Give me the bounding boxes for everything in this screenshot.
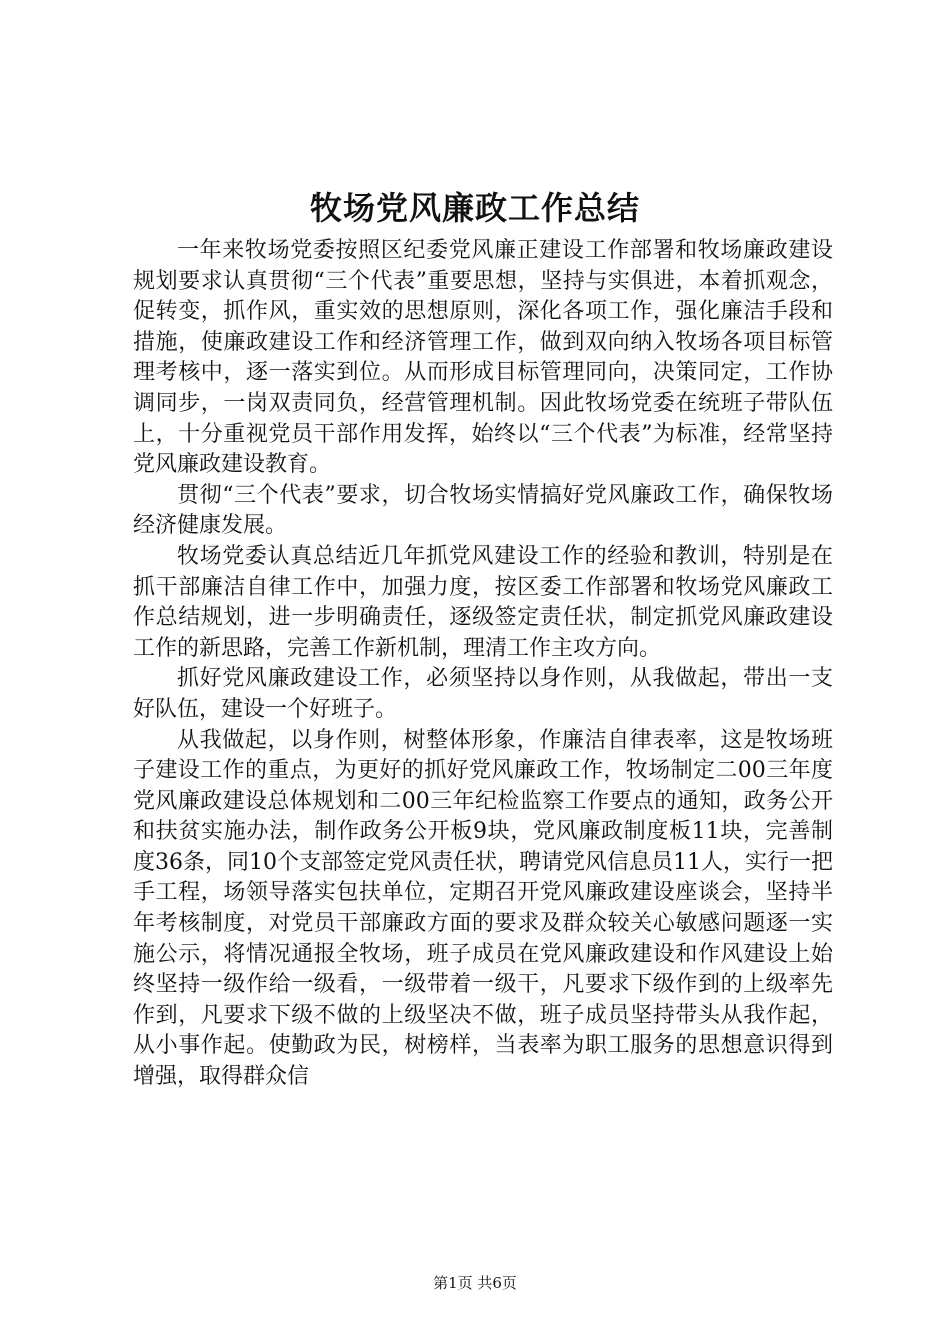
document-body [133, 236, 833, 1093]
page-number-footer: 第1页 共6页 [433, 1274, 517, 1292]
paragraph-3: 牧场党委认真总结近几年抓党风建设工作的经验和教训，特别是在抓干部廉洁自律工作中，加强力度，按区委工作部署和牧场党风廉政工作总结规划，进一步明确责任，逐级签定责任状，制定抓党风廉政建设工作的新思路，完善工作新机制，理清工作主攻方向。 [133, 543, 833, 661]
paragraph-5: 从我做起，以身作则，树整体形象，作廉洁自律表率，这是牧场班子建设工作的重点，为更好的抓好党风廉政工作，牧场制定二00三年度党风廉政建设总体规划和二00三年纪检监察工作要点的通知，政务公开和扶贫实施办法，制作政务公开板9块，党风廉政制度板11块，完善制度36条，同10个支部签定党风责任状，聘请党风信息员11人，实行一把手工程，场领导落实包扶单位，定期召开党风廉政建设座谈会，坚持半年考核制度，对党员干部廉政方面的要求及群众较关心敏感问题逐一实施公示，将情况通报全牧场，班子成员在党风廉政建设和作风建设上始终坚持一级作给一级看，一级带着一级干，凡要求下级作到的上级率先作到，凡要求下级不做的上级坚决不做，班子成员坚持带头从我作起，从小事作起。使勤政为民，树榜样，当表率为职工服务的思想意识得到增强，取得群众信 [133, 727, 833, 1090]
paragraph-4: 抓好党风廉政建设工作，必须坚持以身作则，从我做起，带出一支好队伍，建设一个好班子。 [133, 666, 833, 722]
paragraph-1: 一年来牧场党委按照区纪委党风廉正建设工作部署和牧场廉政建设规划要求认真贯彻“三个代表”重要思想，坚持与实俱进，本着抓观念，促转变，抓作风，重实效的思想原则，深化各项工作，强化廉洁手段和措施，使廉政建设工作和经济管理工作，做到双向纳入牧场各项目标管理考核中，逐一落实到位。从而形成目标管理同向，决策同定，工作协调同步，一岗双责同负，经营管理机制。因此牧场党委在统班子带队伍上，十分重视党员干部作用发挥，始终以“三个代表”为标准，经常坚持党风廉政建设教育。 [133, 238, 833, 478]
page-title: 牧场党风廉政工作总结 [309, 189, 640, 227]
paragraph-2: 贯彻“三个代表”要求，切合牧场实情搞好党风廉政工作，确保牧场经济健康发展。 [133, 482, 833, 539]
